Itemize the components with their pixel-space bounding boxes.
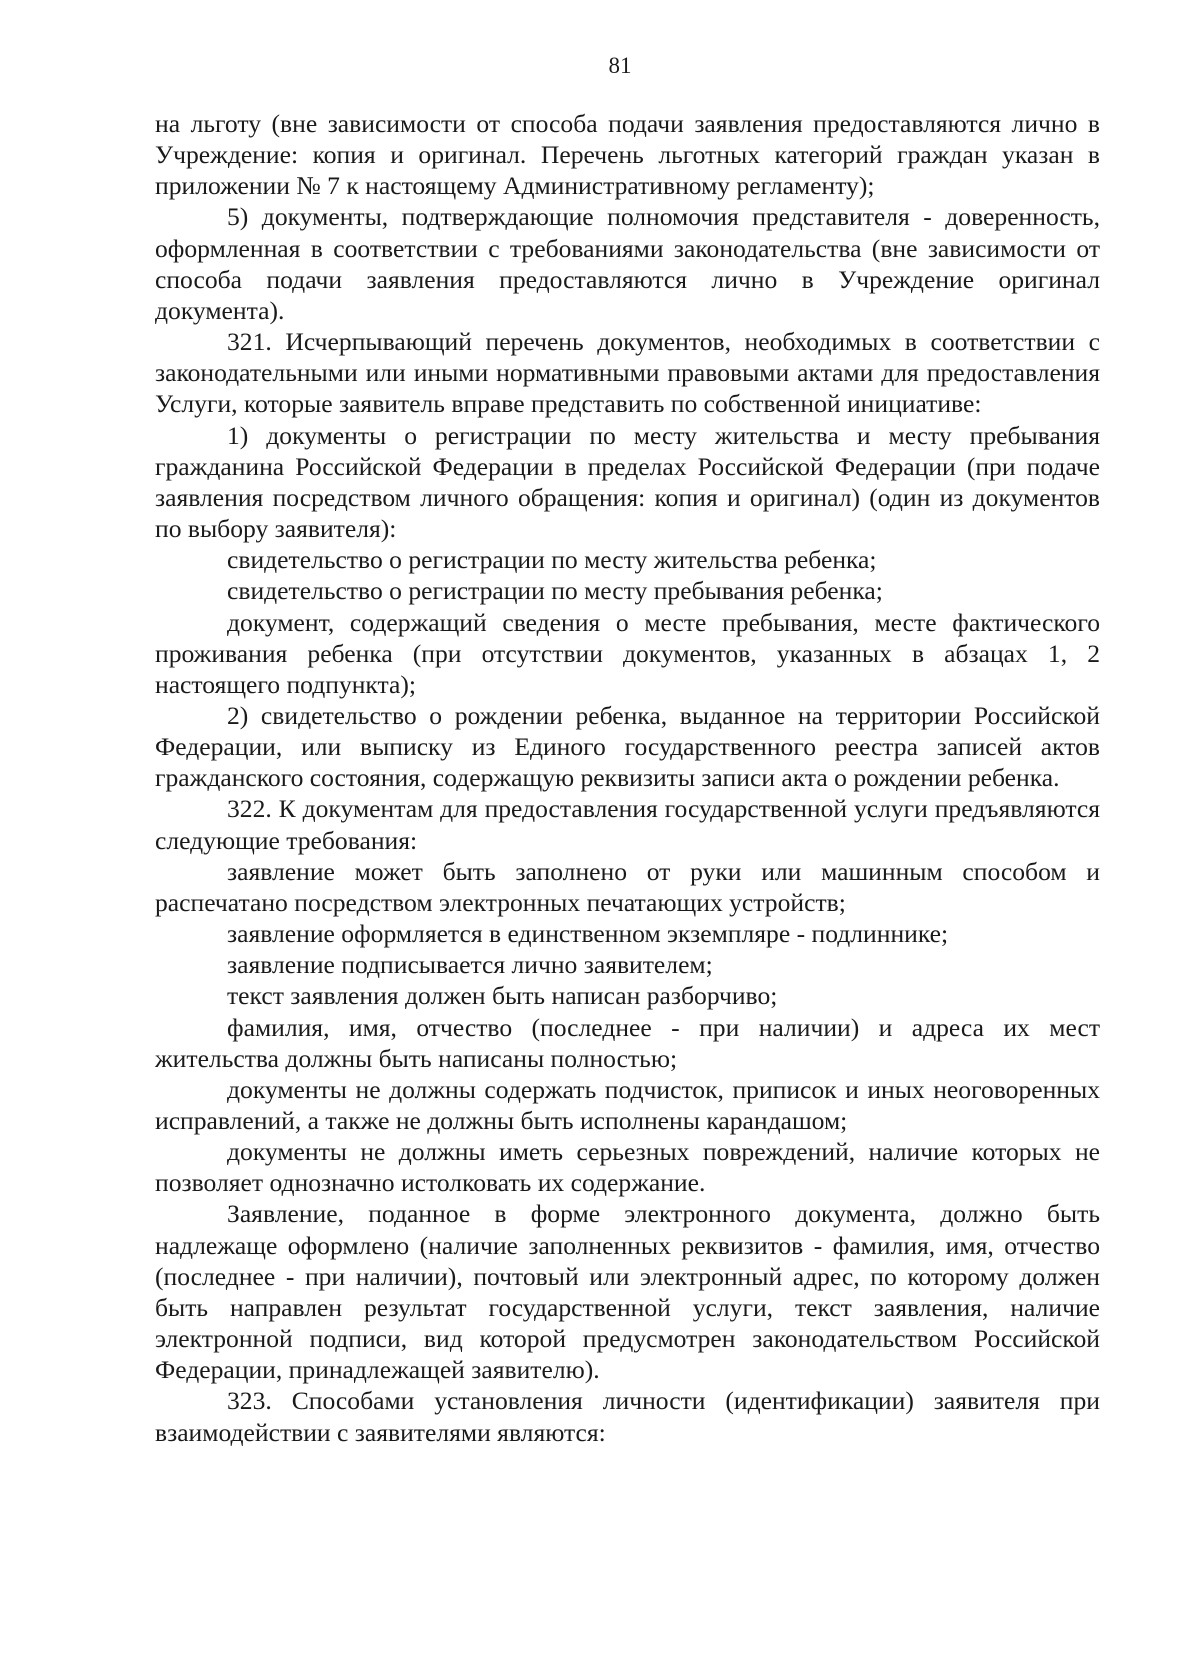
paragraph-electronic-application: Заявление, поданное в форме электронного документа, должно быть надлежаще оформлено (наличие заполненных реквизитов - фамилия, имя, отчество (последнее - при наличии), почтовый или электронный адрес, по которому должен быть направлен результат государственной услуги, текст заявления, наличие электронной подписи, вид которой предусмотрен законодательством Российской Федерации, принадлежащей заявителю). — [155, 1199, 1100, 1385]
requirement-no-damage: документы не должны иметь серьезных повреждений, наличие которых не позволяет однозначно истолковать их содержание. — [155, 1137, 1100, 1198]
paragraph-actual-residence-document: документ, содержащий сведения о месте пребывания, месте фактического проживания ребенка (при отсутствии документов, указанных в абзацах 1, 2 настоящего подпункта); — [155, 607, 1100, 699]
paragraph-continuation: на льготу (вне зависимости от способа подачи заявления предоставляются лично в Учреждение: копия и оригинал. Перечень льготных категорий граждан указан в приложении № 7 к настоящему Административному регламенту); — [155, 109, 1100, 201]
paragraph-321-item-1: 1) документы о регистрации по месту жительства и месту пребывания гражданина Российской Федерации в пределах Российской Федерации (при подаче заявления посредством личного обращения: копия и оригинал) (один из документов по выбору заявителя): — [155, 420, 1100, 544]
paragraph-stay-certificate: свидетельство о регистрации по месту пребывания ребенка; — [227, 576, 883, 606]
requirement-handwritten-or-printed: заявление может быть заполнено от руки или машинным способом и распечатано посредством электронных печатающих устройств; — [155, 856, 1100, 917]
requirement-no-corrections: документы не должны содержать подчисток, приписок и иных неоговоренных исправлений, а также не должны быть исполнены карандашом; — [155, 1074, 1100, 1135]
paragraph-residence-certificate: свидетельство о регистрации по месту жительства ребенка; — [227, 545, 877, 575]
paragraph-321: 321. Исчерпывающий перечень документов, необходимых в соответствии с законодательными или иными нормативными правовыми актами для предоставления Услуги, которые заявитель вправе представить по собственной инициативе: — [155, 327, 1100, 419]
paragraph-321-item-2: 2) свидетельство о рождении ребенка, выданное на территории Российской Федерации, или выписку из Единого государственного реестра записей актов гражданского состояния, содержащую реквизиты записи акта о рождении ребенка. — [155, 700, 1100, 793]
requirement-signed-personally: заявление подписывается лично заявителем; — [227, 950, 713, 980]
requirement-full-names: фамилия, имя, отчество (последнее - при наличии) и адреса их мест жительства должны быть написаны полностью; — [155, 1012, 1100, 1073]
paragraph-item-5-representative: 5) документы, подтверждающие полномочия представителя - доверенность, оформленная в соответствии с требованиями законодательства (вне зависимости от способа подачи заявления предоставляются лично в Учреждение оригинал документа). — [155, 202, 1100, 325]
paragraph-323: 323. Способами установления личности (идентификации) заявителя при взаимодействии с заявителями являются: — [155, 1386, 1100, 1447]
requirement-legible: текст заявления должен быть написан разборчиво; — [227, 981, 778, 1011]
page-number: 81 — [608, 53, 632, 78]
paragraph-322: 322. К документам для предоставления государственной услуги предъявляются следующие требования: — [155, 794, 1100, 855]
document-body — [155, 108, 1100, 1448]
requirement-single-copy: заявление оформляется в единственном экземпляре - подлиннике; — [227, 919, 949, 949]
